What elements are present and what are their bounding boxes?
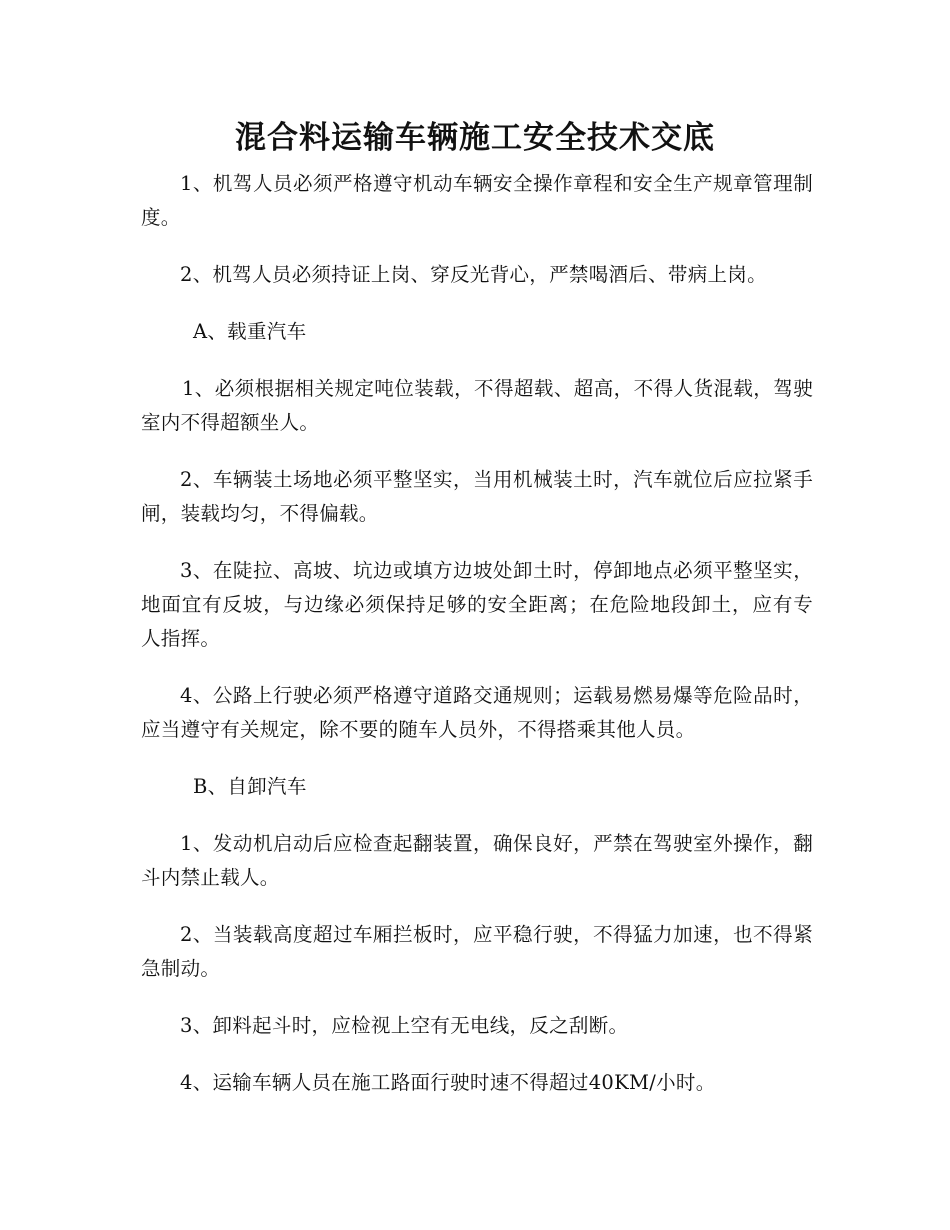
paragraph-2: 2、机驾人员必须持证上岗、穿反光背心，严禁喝酒后、带病上岗。: [180, 263, 767, 286]
document-title: 混合料运输车辆施工安全技术交底: [235, 120, 715, 156]
section-b-item-2: 2、当装载高度超过车厢拦板时，应平稳行驶，不得猛力加速，也不得紧急制动。: [141, 923, 813, 980]
section-b-item-1: 1、发动机启动后应检查起翻装置，确保良好，严禁在驾驶室外操作，翻斗内禁止载人。: [141, 832, 813, 889]
section-b-item-3: 3、卸料起斗时，应检视上空有无电线，反之刮断。: [180, 1014, 629, 1037]
section-a-item-2: 2、车辆装土场地必须平整坚实，当用机械装土时，汽车就位后应拉紧手闸，装载均匀，不得偏载。: [141, 468, 813, 525]
section-a-item-1: 1、必须根据相关规定吨位装载，不得超载、超高，不得人货混载，驾驶室内不得超额坐人。: [141, 377, 813, 434]
paragraph-1: 1、机驾人员必须严格遵守机动车辆安全操作章程和安全生产规章管理制度。: [141, 172, 813, 229]
section-a-item-4: 4、公路上行驶必须严格遵守道路交通规则；运载易燃易爆等危险品时，应当遵守有关规定，除不要的随车人员外，不得搭乘其他人员。: [141, 684, 813, 741]
section-b-heading: B、自卸汽车: [193, 775, 307, 798]
document-body: [141, 167, 813, 1123]
section-a-item-3: 3、在陡拉、高坡、坑边或填方边坡处卸土时，停卸地点必须平整坚实，地面宜有反坡，与边缘必须保持足够的安全距离；在危险地段卸土，应有专人指挥。: [141, 559, 813, 650]
section-b-item-4: 4、运输车辆人员在施工路面行驶时速不得超过40KM/小时。: [180, 1071, 716, 1094]
section-a-heading: A、载重汽车: [193, 320, 307, 343]
